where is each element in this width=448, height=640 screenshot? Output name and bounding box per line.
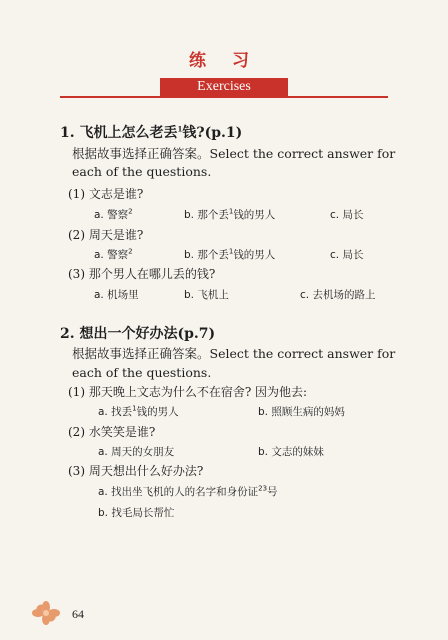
s2-q2-option-a: a. 周天的女朋友 <box>98 446 175 458</box>
s2-q3-option-a-footnote: 23 <box>258 484 268 493</box>
s2-q3-option-a <box>98 484 278 499</box>
s1-q2-option-b-footnote: 1 <box>228 247 234 256</box>
s2-q1-option-a <box>98 404 179 419</box>
s2-q2-option-b: b. 文志的妹妹 <box>258 446 324 458</box>
s1-question-1: (1) 文志是谁? <box>68 187 144 201</box>
s1-q1-option-b-end: 钱的男人 <box>233 209 276 221</box>
page-number: 64 <box>72 607 84 621</box>
s2-q1-option-b: b. 照顾生病的妈妈 <box>258 406 345 418</box>
section-2-instruction-line1: 根据故事选择正确答案。Select the correct answer for <box>72 346 396 361</box>
s1-q1-option-a-footnote: 2 <box>128 207 133 216</box>
section-1-title <box>60 122 242 142</box>
s1-q3-option-c: c. 去机场的路上 <box>300 289 376 301</box>
s1-question-2: (2) 周天是谁? <box>68 228 144 242</box>
exercises-heading-chinese: 练 习 <box>189 51 259 71</box>
section-1-title-end: 钱?(p.1) <box>182 125 243 141</box>
s1-q2-option-a <box>94 247 133 262</box>
s1-q2-option-b-text: b. 那个丢 <box>184 249 229 261</box>
section-2-instruction-line2: each of the questions. <box>72 365 212 380</box>
s2-question-1: (1) 那天晚上文志为什么不在宿舍? 因为他去: <box>68 385 308 399</box>
s1-q2-option-b-end: 钱的男人 <box>233 249 276 261</box>
s2-question-3: (3) 周天想出什么好办法? <box>68 464 204 478</box>
s1-q3-option-a: a. 机场里 <box>94 289 139 301</box>
s2-question-2: (2) 水笑笑是谁? <box>68 425 156 439</box>
s2-q3-option-b: b. 找毛局长帮忙 <box>98 507 175 519</box>
section-1-title-footnote: 1 <box>177 124 183 134</box>
s1-q1-option-a-text: a. 警察 <box>94 209 129 221</box>
s2-q3-option-a-end: 号 <box>267 486 278 498</box>
exercises-heading-english: Exercises <box>160 78 288 96</box>
s2-q1-option-a-footnote: 1 <box>132 404 137 413</box>
s1-q2-option-c: c. 局长 <box>330 249 364 261</box>
section-1-instruction-line2: each of the questions. <box>72 164 212 179</box>
s2-q3-option-a-text: a. 找出坐飞机的人的名字和身份证 <box>98 486 259 498</box>
s1-q2-option-a-text: a. 警察 <box>94 249 129 261</box>
heading-divider <box>60 96 388 98</box>
s1-q3-option-b: b. 飞机上 <box>184 289 229 301</box>
flower-icon <box>28 600 64 626</box>
s1-question-3: (3) 那个男人在哪儿丢的钱? <box>68 267 216 281</box>
s1-q1-option-b-footnote: 1 <box>228 207 234 216</box>
section-1-instruction-line1: 根据故事选择正确答案。Select the correct answer for <box>72 146 396 161</box>
s1-q1-option-b-text: b. 那个丢 <box>184 209 229 221</box>
s1-q2-option-a-footnote: 2 <box>128 247 133 256</box>
s1-q1-option-b <box>184 207 275 222</box>
s2-q1-option-a-text: a. 找丢 <box>98 406 133 418</box>
s2-q1-option-a-end: 钱的男人 <box>136 406 179 418</box>
section-1-title-text: 1. 飞机上怎么老丢 <box>60 125 178 141</box>
s1-q1-option-a <box>94 207 133 222</box>
s1-q2-option-b <box>184 247 275 262</box>
section-2-title: 2. 想出一个好办法(p.7) <box>60 326 216 342</box>
s1-q1-option-c: c. 局长 <box>330 209 364 221</box>
